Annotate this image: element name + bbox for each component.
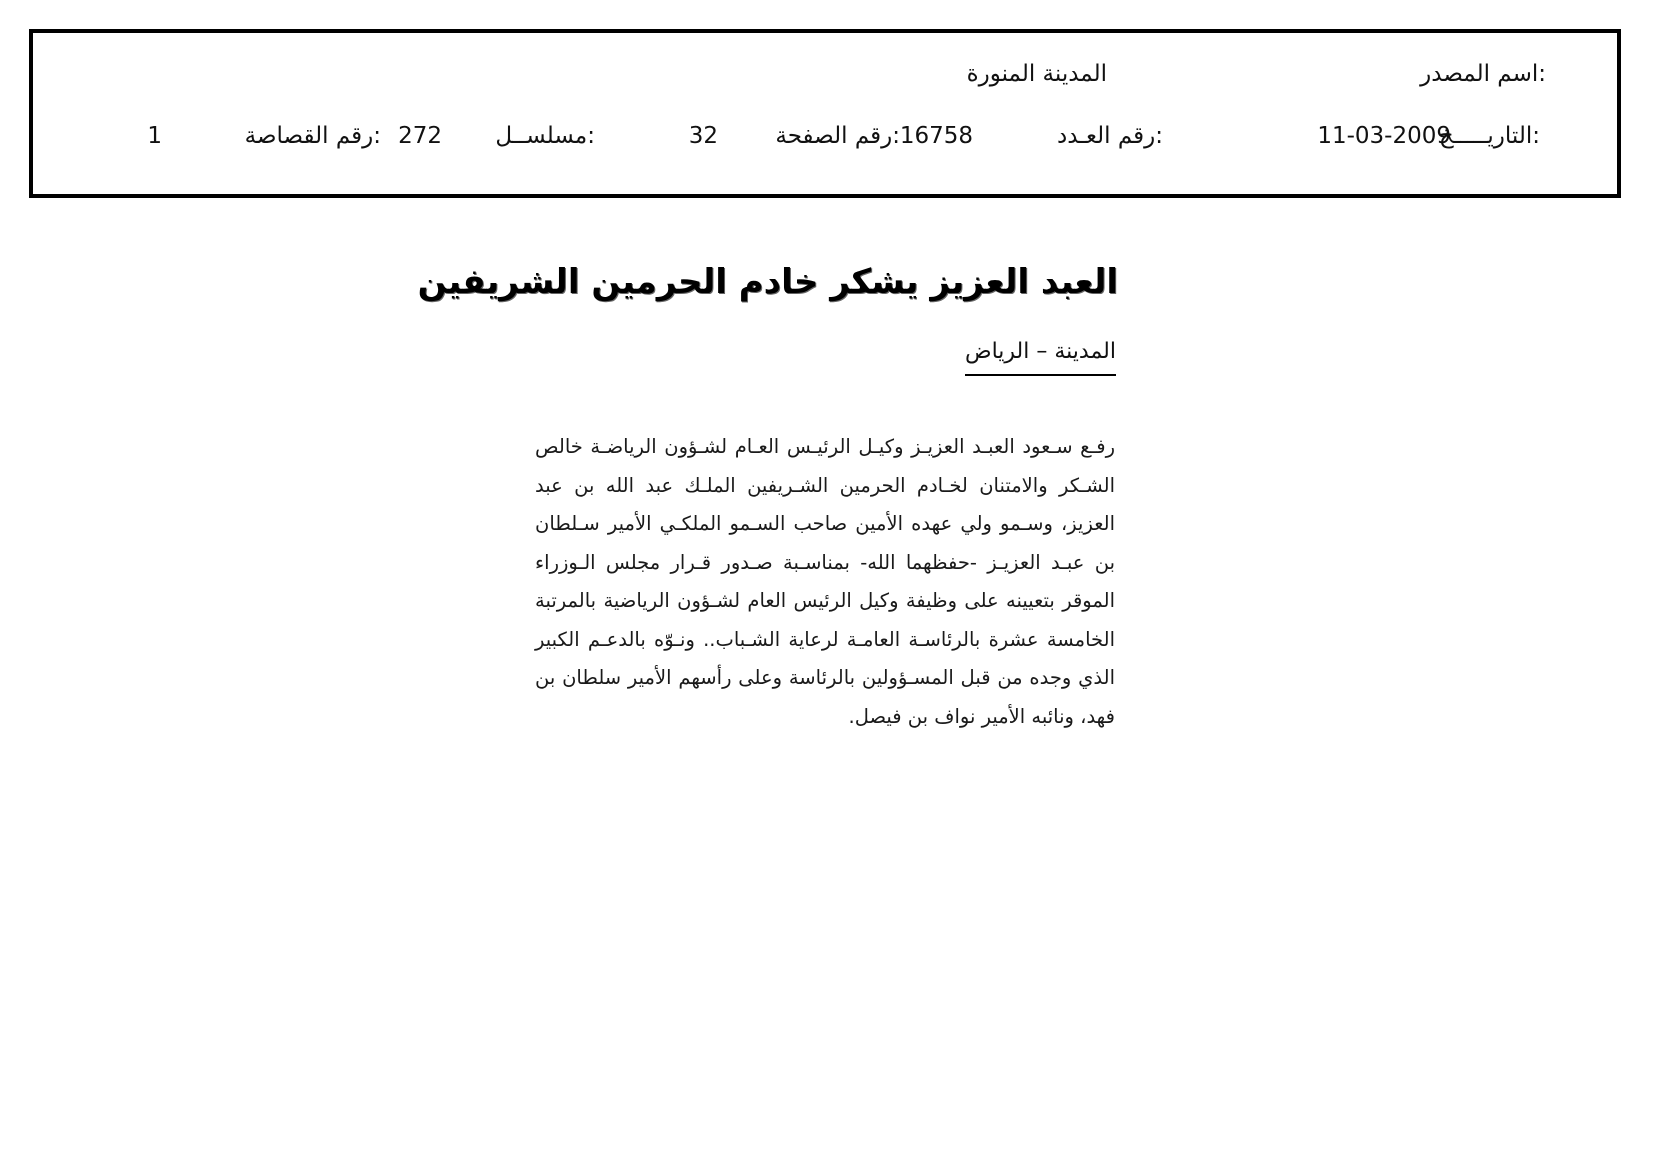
page-value: 32 (688, 123, 718, 149)
source-label: اسم المصدر: (1420, 61, 1546, 87)
page-label: رقم الصفحة: (775, 123, 900, 149)
serial-label: مسلســل: (495, 123, 595, 149)
article-dateline: المدينة – الرياض (965, 336, 1116, 376)
issue-label: رقم العـدد: (1056, 123, 1163, 149)
date-value: 11-03-2009 (1317, 123, 1451, 149)
article-body: رفـع سـعود العبـد العزيـز وكيـل الرئيـس العـام لشـؤون الرياضـة خالص الشـكر والامتنان لخـادم الحرمين الشـريفين الملـك عبد الله بن عبد العزيز، وسـمو ولي عهده الأمين صاحب السـمو الملكـي الأمير سـلطان بن عبـد العزيـز -حفظهما الله- بمناسـبة صـدور قـرار مجلس الـوزراء الموقر بتعيينه على وظيفة وكيل الرئيس العام لشـؤون الرياضية بالمرتبة الخامسة عشرة بالرئاسـة العامـة لرعاية الشـباب.. ونـوّه بالدعـم الكبير الذي وجده من قبل المسـؤولين بالرئاسة وعلى رأسهم الأمير سلطان بن فهد، ونائبه الأمير نواف بن فيصل. (535, 435, 1115, 728)
issue-value: 16758 (899, 123, 973, 149)
clipping-value: 1 (147, 123, 162, 149)
date-label: التاريـــــخ: (1438, 123, 1540, 149)
serial-value: 272 (398, 123, 442, 149)
article-headline: العبد العزيز يشكر خادم الحرمين الشريفين (417, 262, 1118, 302)
clipping-label: رقم القصاصة: (244, 123, 381, 149)
clipping-header-box (29, 29, 1621, 198)
source-value: المدينة المنورة (966, 61, 1107, 87)
